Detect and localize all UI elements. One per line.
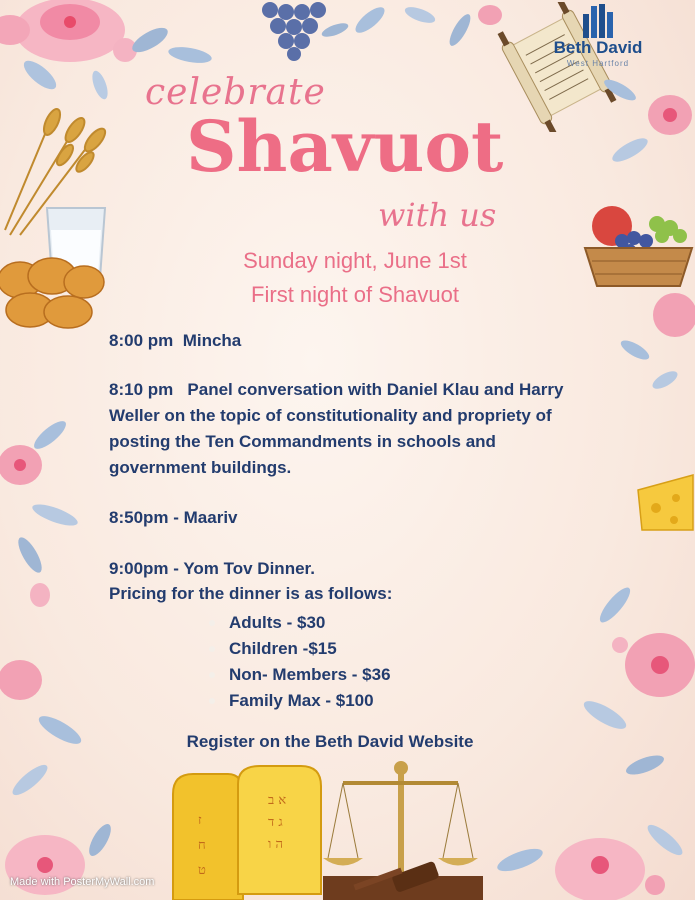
flower-cluster-bottom-left-illustration (0, 640, 130, 900)
pricing-intro: Pricing for the dinner is as follows: (109, 584, 393, 603)
schedule-panel: 8:10 pm Panel conversation with Daniel Klau and Harry Weller on the topic of constitutionality and propriety of posting the Ten Commandments in schools and government buildings. (109, 380, 569, 477)
pricing-list (207, 610, 391, 714)
schedule-dinner: 9:00pm - Yom Tov Dinner. (109, 559, 315, 578)
leaves-top-center-illustration (330, 0, 510, 70)
flower-top-right-illustration (600, 60, 695, 170)
scales-of-justice-illustration (318, 758, 483, 900)
schedule-mincha: 8:00 pm Mincha (109, 331, 242, 350)
celebrate-heading: celebrate (145, 72, 326, 113)
list-item (207, 662, 391, 688)
flower-cluster-bottom-right-illustration (575, 565, 695, 805)
price-label: Children -$15 (229, 639, 337, 658)
flower-right-middle-illustration (615, 280, 695, 400)
schedule-maariv: 8:50pm - Maariv (109, 508, 238, 527)
ten-commandments-tablets-illustration (168, 764, 328, 900)
challah-bread-illustration (0, 250, 105, 335)
price-label: Family Max - $100 (229, 691, 374, 710)
price-label: Adults - $30 (229, 613, 326, 632)
bullet-icon (209, 672, 215, 678)
flower-left-middle-illustration (0, 405, 95, 615)
register-instruction: Register on the Beth David Website (186, 732, 474, 751)
bullet-icon (209, 646, 215, 652)
bullet-icon (209, 620, 215, 626)
event-date: Sunday night, June 1st (243, 248, 467, 273)
building-logo-icon (580, 4, 616, 38)
beth-david-logo (536, 4, 660, 70)
svg-text:ה ו: ה ו (268, 837, 283, 852)
svg-text:ז: ז (198, 813, 202, 828)
logo-name: Beth David (553, 38, 643, 57)
watermark: Made with PosterMyWall.com (10, 876, 155, 888)
svg-text:ג ד: ג ד (268, 815, 283, 830)
fruit-basket-illustration (582, 196, 695, 291)
bullet-icon (209, 698, 215, 704)
logo-location: West Hartford (566, 59, 630, 68)
event-occasion: First night of Shavuot (251, 282, 459, 307)
flower-cluster-bottom-center-right-illustration (480, 810, 695, 900)
list-item (207, 610, 391, 636)
price-label: Non- Members - $36 (229, 665, 391, 684)
with-us-heading: with us (378, 196, 497, 234)
list-item (207, 688, 391, 714)
cheese-illustration (636, 470, 695, 535)
svg-text:א ב: א ב (268, 793, 287, 808)
page-title: Shavuot (186, 105, 504, 188)
list-item (207, 636, 391, 662)
svg-text:ט: ט (198, 863, 206, 878)
svg-text:ח: ח (198, 838, 206, 853)
